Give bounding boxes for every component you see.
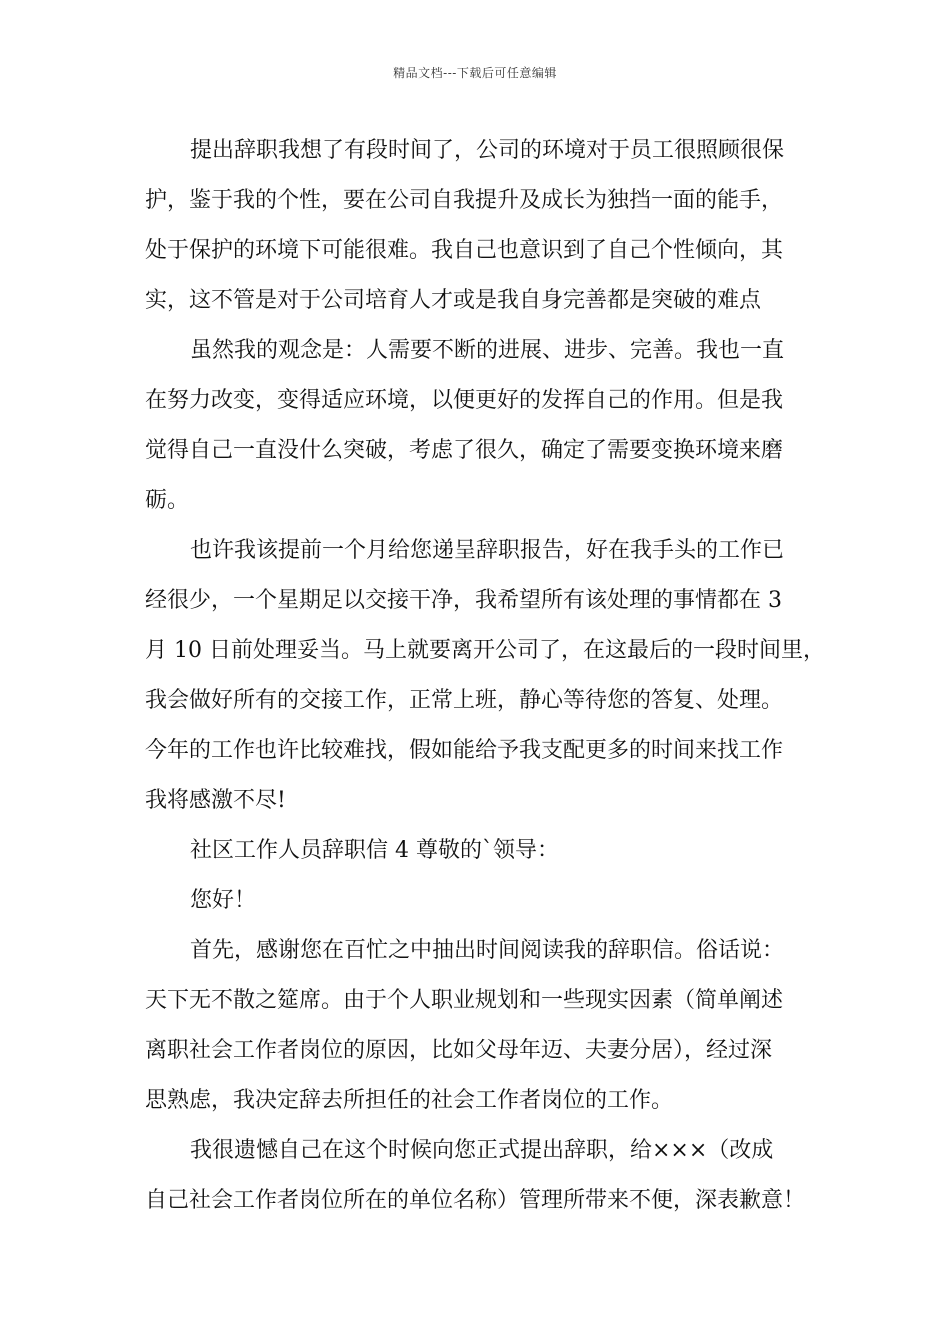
body-line: 觉得自己一直没什么突破，考虑了很久，确定了需要变换环境来磨 — [145, 438, 784, 463]
body-line: 护，鉴于我的个性，要在公司自我提升及成长为独挡一面的能手， — [145, 188, 784, 213]
body-line: 思熟虑，我决定辞去所担任的社会工作者岗位的工作。 — [145, 1088, 674, 1113]
body-line: 也许我该提前一个月给您递呈辞职报告，好在我手头的工作已 — [190, 538, 785, 563]
body-line: 我会做好所有的交接工作，正常上班，静心等待您的答复、处理。 — [145, 688, 784, 713]
body-line: 提出辞职我想了有段时间了，公司的环境对于员工很照顾很保 — [190, 138, 785, 163]
body-line: 月 10 日前处理妥当。马上就要离开公司了，在这最后的一段时间里， — [145, 638, 825, 663]
page-header: 精品文档---下载后可任意编辑 — [393, 66, 557, 80]
body-line: 自己社会工作者岗位所在的单位名称）管理所带来不便，深表歉意！ — [145, 1188, 806, 1213]
body-line: 在努力改变，变得适应环境，以便更好的发挥自己的作用。但是我 — [145, 388, 784, 413]
body-line: 社区工作人员辞职信 4 尊敬的`领导： — [190, 838, 559, 863]
body-line: 经很少，一个星期足以交接干净，我希望所有该处理的事情都在 3 — [145, 588, 782, 613]
body-line: 首先，感谢您在百忙之中抽出时间阅读我的辞职信。俗话说： — [190, 938, 785, 963]
body-line: 今年的工作也许比较难找，假如能给予我支配更多的时间来找工作 — [145, 738, 784, 763]
body-line: 我将感激不尽! — [145, 788, 286, 813]
body-line: 我很遗憾自己在这个时候向您正式提出辞职，给×××（改成 — [190, 1138, 774, 1163]
body-line: 离职社会工作者岗位的原因，比如父母年迈、夫妻分居），经过深 — [145, 1038, 773, 1063]
body-line: 实，这不管是对于公司培育人才或是我自身完善都是突破的难点 — [145, 288, 762, 313]
body-line: 砺。 — [145, 488, 190, 513]
body-line: 天下无不散之筵席。由于个人职业规划和一些现实因素（简单阐述 — [145, 988, 784, 1013]
body-line: 虽然我的观念是：人需要不断的进展、进步、完善。我也一直 — [190, 338, 785, 363]
body-line: 处于保护的环境下可能很难。我自己也意识到了自己个性倾向，其 — [145, 238, 784, 263]
body-line: 您好！ — [190, 888, 257, 913]
